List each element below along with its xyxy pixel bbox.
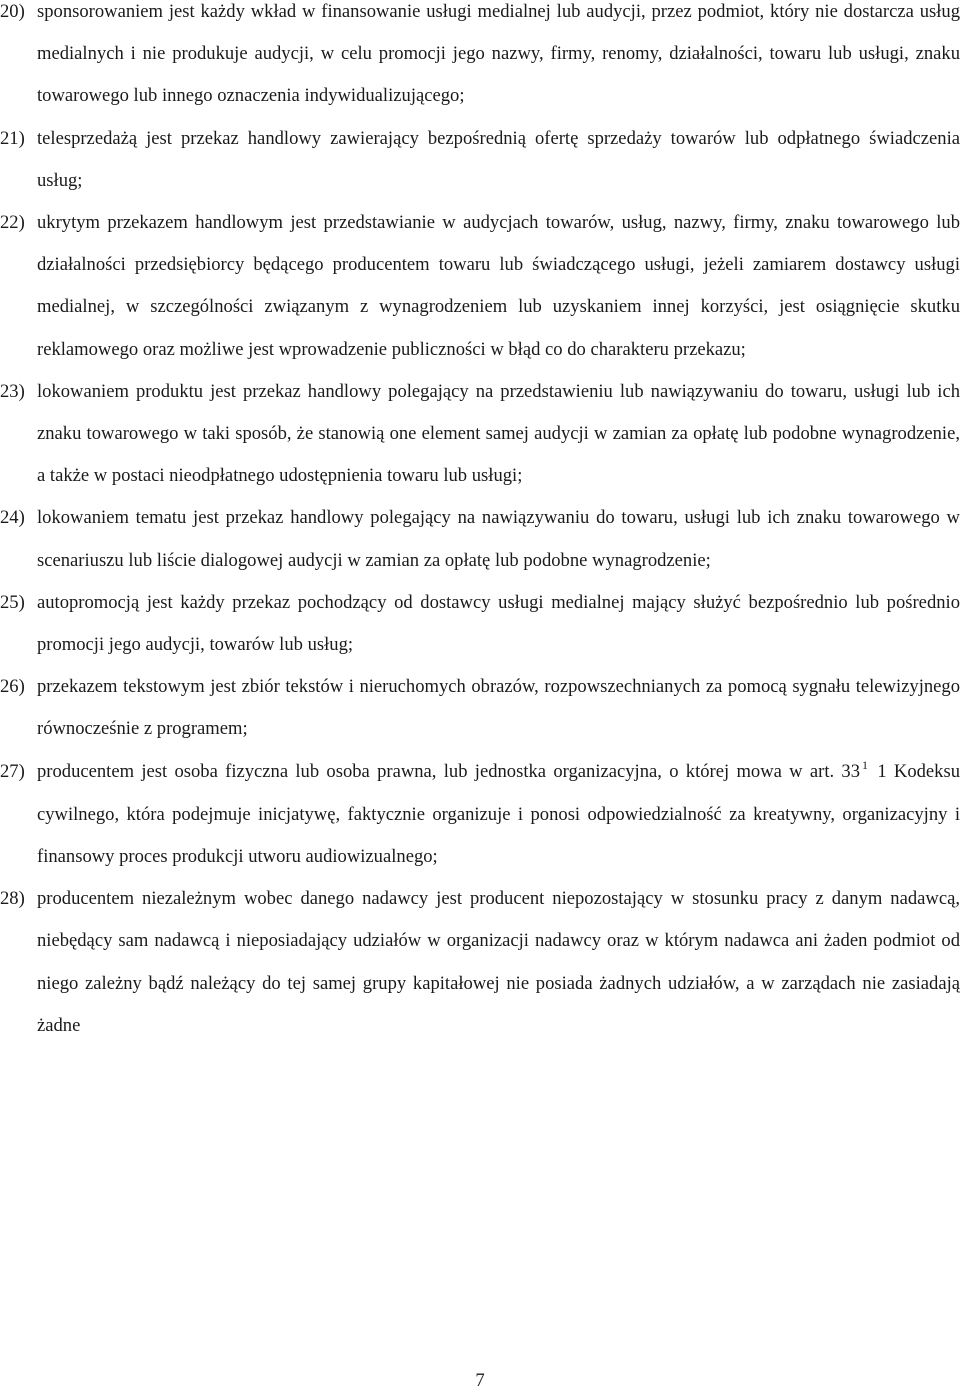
item-text: przekazem tekstowym jest zbiór tekstów i nieruchomych obrazów, rozpowszechnianych za pomocą sygnału telewizyjnego równocześnie z programem;: [37, 676, 960, 740]
item-number: 20): [0, 1, 25, 22]
list-item-22: [0, 202, 960, 371]
item-number: 21): [0, 127, 25, 149]
item-text: telesprzedażą jest przekaz handlowy zawierający bezpośrednią ofertę sprzedaży towarów lub odpłatnego świadczenia usług;: [37, 127, 960, 191]
list-item-23: [0, 371, 960, 498]
item-text: autopromocją jest każdy przekaz pochodzący od dostawcy usługi medialnej mający służyć bezpośrednio lub pośrednio promocji jego audycji, towarów lub usług;: [37, 591, 960, 656]
item-text: lokowaniem produktu jest przekaz handlowy polegający na przedstawieniu lub nawiązywaniu do towaru, usługi lub ich znaku towarowego w taki sposób, że stanowią one element samej audycji w zamian za opłatę lub podobne wynagrodzenie, a także w postaci nieodpłatnego udostępnienia towaru lub usługi;: [37, 380, 960, 487]
list-item-28: [0, 878, 960, 1047]
item-number: 22): [0, 212, 25, 234]
item-number: 27): [0, 760, 25, 782]
item-text: ukrytym przekazem handlowym jest przedstawianie w audycjach towarów, usług, nazwy, firmy, znaku towarowego lub działalności przedsiębiorcy będącego producentem towaru lub świadczącego usługi, jeżeli zamiarem dostawcy usługi medialnej, w szczególności związanym z wynagrodzeniem lub uzyskaniem innej korzyści, jest osiągnięcie skutku reklamowego oraz możliwe jest wprowadzenie publiczności w błąd co do charakteru przekazu;: [37, 212, 960, 360]
list-item-27: [0, 751, 960, 879]
page-number: 7: [475, 1370, 485, 1391]
item-number: 25): [0, 591, 25, 613]
superscript: 1: [862, 757, 869, 772]
list-item-24: [0, 497, 960, 581]
list-item-21: [0, 118, 960, 202]
item-number: 28): [0, 888, 25, 910]
list-item-20: [0, 0, 960, 118]
item-number: 24): [0, 507, 25, 529]
list-item-26: [0, 666, 960, 750]
item-text-after-superscript: 1 Kodeksu cywilnego, która podejmuje inicjatywę, faktycznie organizuje i ponosi odpowiedzialność za kreatywny, organizacyjny i finansowy proces produkcji utworu audiowizualnego;: [37, 760, 960, 868]
item-text: sponsorowaniem jest każdy wkład w finansowanie usługi medialnej lub audycji, przez podmiot, który nie dostarcza usług medialnych i nie produkuje audycji, w celu promocji jego nazwy, firmy, renomy, działalności, towaru lub usługi, znaku towarowego lub innego oznaczenia indywidualizującego;: [37, 1, 960, 107]
item-number: 23): [0, 380, 25, 402]
item-text-before-superscript: producentem jest osoba fizyczna lub osoba prawna, lub jednostka organizacyjna, o której mowa w art. 33: [37, 760, 861, 782]
item-text: lokowaniem tematu jest przekaz handlowy polegający na nawiązywaniu do towaru, usługi lub ich znaku towarowego w scenariuszu lub liście dialogowej audycji w zamian za opłatę lub podobne wynagrodzenie;: [37, 507, 960, 571]
item-text: producentem niezależnym wobec danego nadawcy jest producent niepozostający w stosunku pracy z danym nadawcą, niebędący sam nadawcą i nieposiadający udziałów w organizacji nadawcy oraz w którym nadawca ani żaden podmiot od niego zależny bądź należący do tej samej grupy kapitałowej nie posiada żadnych udziałów, a w zarządach nie zasiadają żadne: [37, 888, 960, 1036]
list-item-25: [0, 582, 960, 666]
item-text: [37, 751, 960, 879]
item-number: 26): [0, 676, 25, 698]
